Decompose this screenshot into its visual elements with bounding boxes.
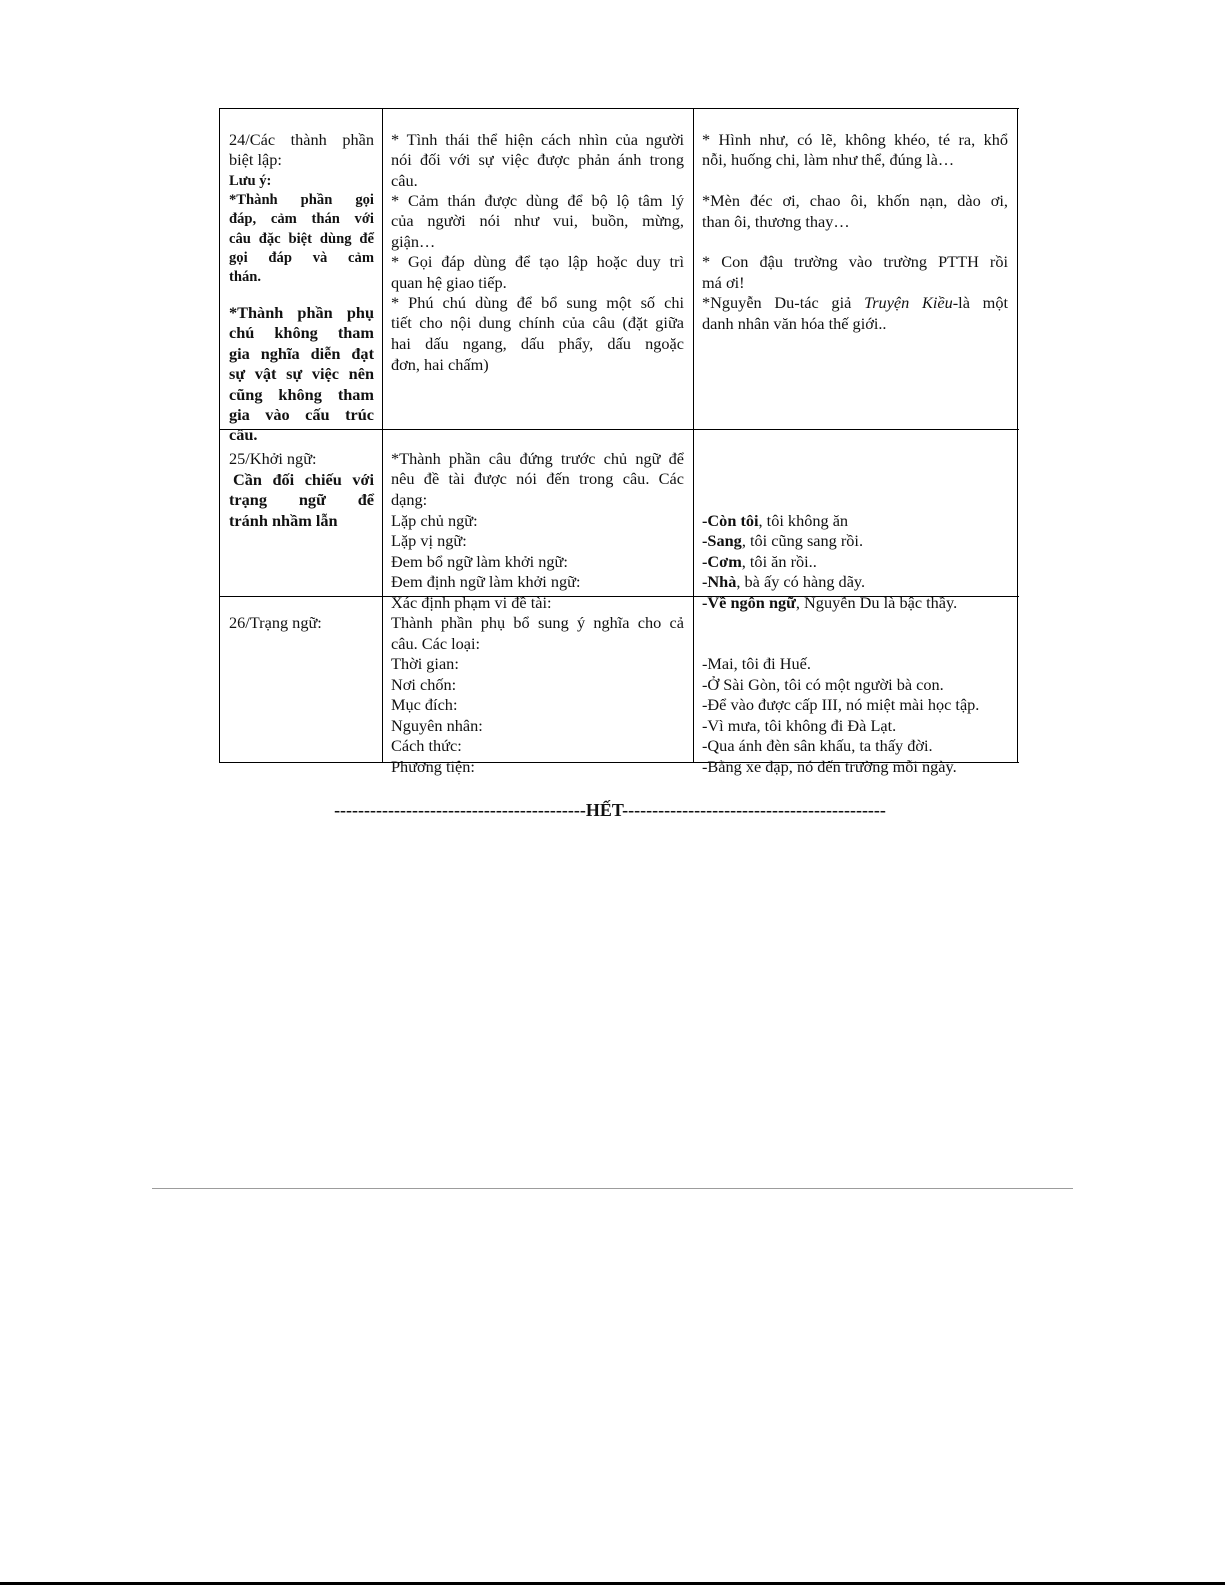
row26-col2-intro	[391, 613, 684, 633]
row25-col2-intro	[391, 449, 684, 490]
row26-col3-example: -Mai, tôi đi Huế.	[702, 654, 811, 673]
row24-col3-line: nỗi, huống chi, làm như thể, đúng là…	[702, 150, 955, 169]
row25-col2-item: Lặp vị ngữ:	[391, 531, 467, 550]
row24-note2-line: *Thành phần phụ	[229, 303, 374, 322]
row24-col2-line: của người nói như vui, buồn, mừng,	[391, 211, 684, 231]
row24-note2-line: gia nghĩa diễn đạt	[229, 343, 374, 363]
row24-col2-line: * Tình thái thể hiện cách nhìn của người	[391, 130, 684, 149]
end-marker: ------------------------------------------HẾT--------------------------------------------	[334, 800, 886, 820]
row26-col2-item: Mục đích:	[391, 695, 458, 714]
row26-col2-item: Cách thức:	[391, 736, 462, 755]
row24-note2-last-line: câu.	[229, 425, 258, 444]
row26-col3-example: -Qua ánh đèn sân khấu, ta thấy đời.	[702, 736, 933, 755]
row26-col3-scope-example	[702, 593, 957, 613]
row25-col1-note-line: tránh nhầm lẫn	[229, 511, 338, 530]
row24-col2-line: * Gọi đáp dùng để tạo lập hoặc duy trì	[391, 252, 684, 271]
table-row-divider-1	[219, 429, 1019, 430]
row25-col3-example	[702, 572, 865, 592]
table-border-top	[219, 108, 1019, 109]
row26-col3-example: -Ở Sài Gòn, tôi có một người bà con.	[702, 675, 944, 694]
row24-note2-line: cũng không tham	[229, 384, 374, 404]
row25-col2-line: dạng:	[391, 490, 428, 509]
book-title: Truyện Kiều	[864, 293, 953, 312]
row24-note1-last-line: thán.	[229, 269, 262, 285]
row24-col2-line: đơn, hai chấm)	[391, 355, 489, 374]
table-column-divider-1	[382, 108, 383, 763]
row24-note1	[229, 191, 374, 268]
row24-note1-line: đáp, cảm thán với	[229, 211, 374, 228]
example-keyword: -Nhà	[702, 572, 737, 591]
row24-col2-line: câu.	[391, 171, 418, 190]
example-rest: , bà ấy có hàng dãy.	[736, 572, 866, 591]
example-rest: , tôi không ăn	[758, 511, 849, 530]
page-footer-divider	[152, 1188, 1073, 1189]
row25-col1-note-line: Cần đối chiếu với	[233, 470, 374, 489]
row24-col1-title	[229, 130, 374, 150]
row26-col2-item: Phương tiện:	[391, 757, 475, 776]
row25-col2-line: nêu đề tài được nói đến trong câu. Các	[391, 469, 684, 489]
row25-col1-note-line: trạng ngữ để	[229, 490, 374, 510]
row25-col3-example	[702, 531, 863, 551]
row24-col2-line: * Cảm thán được dùng để bộ lộ tâm lý	[391, 191, 684, 210]
row24-col2-definitions-3	[391, 252, 684, 272]
row24-col3-text: *Nguyễn Du-tác giả	[702, 293, 865, 312]
row24-col2-line: quan hệ giao tiếp.	[391, 273, 507, 292]
row24-col3-line: * Con đậu trường vào trường PTTH rồi	[702, 252, 1008, 271]
row24-col3-line: than ôi, thương thay…	[702, 212, 850, 231]
row24-col1-title-line2: biệt lập:	[229, 150, 282, 169]
row24-note1-line: *Thành phần gọi	[229, 192, 374, 208]
row24-col2-definitions-4	[391, 293, 684, 354]
example-keyword: -Cơm	[702, 552, 742, 571]
table-border-left	[219, 108, 220, 763]
row24-col3-line: *Mèn đéc ơi, chao ôi, khốn nạn, dào ơi,	[702, 191, 1008, 210]
row26-col3-example: -Để vào được cấp III, nó miệt mài học tập.	[702, 695, 980, 714]
row24-col3-line: danh nhân văn hóa thế giới..	[702, 314, 887, 333]
row24-col2-line: * Phú chú dùng để bổ sung một số chi	[391, 293, 684, 312]
row26-col1-title: 26/Trạng ngữ:	[229, 613, 322, 632]
row25-col1-title: 25/Khởi ngữ:	[229, 449, 317, 468]
row25-col3-example	[702, 552, 817, 572]
row24-col3-text: -là một	[952, 293, 1008, 312]
row24-col2-line: tiết cho nội dung chính của câu (đặt giữa	[391, 313, 684, 333]
example-keyword: -Còn tôi	[702, 511, 759, 530]
row25-col2-item: Lặp chủ ngữ:	[391, 511, 478, 530]
table-column-divider-2	[693, 108, 694, 763]
row24-col2-definitions-2	[391, 191, 684, 232]
row26-col2-item: Nơi chốn:	[391, 675, 457, 694]
row26-col3-example: -Vì mưa, tôi không đi Đà Lạt.	[702, 716, 897, 735]
row24-col3-example2	[702, 191, 1008, 211]
row24-col3-example3	[702, 252, 1008, 272]
row25-col2-line: *Thành phần câu đứng trước chủ ngữ để	[391, 449, 684, 468]
row25-col2-item: Đem định ngữ làm khởi ngữ:	[391, 572, 581, 591]
row24-col3-line: má ơi!	[702, 273, 745, 292]
row24-col1-title-line: 24/Các thành phần	[229, 130, 374, 149]
example-rest: , Nguyễn Du là bậc thầy.	[795, 593, 958, 612]
row26-col2-item: Nguyên nhân:	[391, 716, 483, 735]
row24-note-label: Lưu ý:	[229, 173, 272, 189]
example-keyword: -Về ngôn ngữ	[702, 593, 796, 612]
row24-note1-line: gọi đáp và cảm	[229, 249, 374, 266]
row24-col3-line	[702, 293, 1008, 313]
example-rest: , tôi cũng sang rồi.	[741, 531, 864, 550]
row26-col2-line: Thành phần phụ bổ sung ý nghĩa cho cả	[391, 613, 684, 632]
row24-note2-line: gia vào cấu trúc	[229, 405, 374, 425]
row24-col2-definitions	[391, 130, 684, 171]
row25-col2-item: Đem bổ ngữ làm khởi ngữ:	[391, 552, 568, 571]
example-rest: , tôi ăn rồi..	[741, 552, 817, 571]
row24-note2-line: chú không tham	[229, 323, 374, 343]
row24-note2	[229, 303, 374, 425]
row26-col2-line: câu. Các loại:	[391, 634, 481, 653]
row24-note1-line: câu đặc biệt dùng để	[229, 230, 374, 247]
row24-col2-line: hai dấu ngang, dấu phẩy, dấu ngoặc	[391, 333, 684, 353]
row24-col3-example1	[702, 130, 1008, 150]
row26-col2-scope: Xác định phạm vi đề tài:	[391, 593, 552, 612]
row26-col3-example: -Bằng xe đạp, nó đến trường mỗi ngày.	[702, 757, 957, 776]
row24-col3-example4	[702, 293, 1008, 313]
row26-col2-item: Thời gian:	[391, 654, 459, 673]
row24-col2-line: nói đối với sự việc được phản ánh trong	[391, 150, 684, 170]
row24-col3-line: * Hình như, có lẽ, không khéo, té ra, khổ	[702, 130, 1008, 149]
row25-col3-example	[702, 511, 848, 531]
row25-col1-note	[229, 470, 374, 511]
row24-note2-line: sự vật sự việc nên	[229, 364, 374, 384]
example-keyword: -Sang	[702, 531, 742, 550]
row24-col2-line: giận…	[391, 232, 436, 251]
table-border-right	[1017, 108, 1018, 763]
